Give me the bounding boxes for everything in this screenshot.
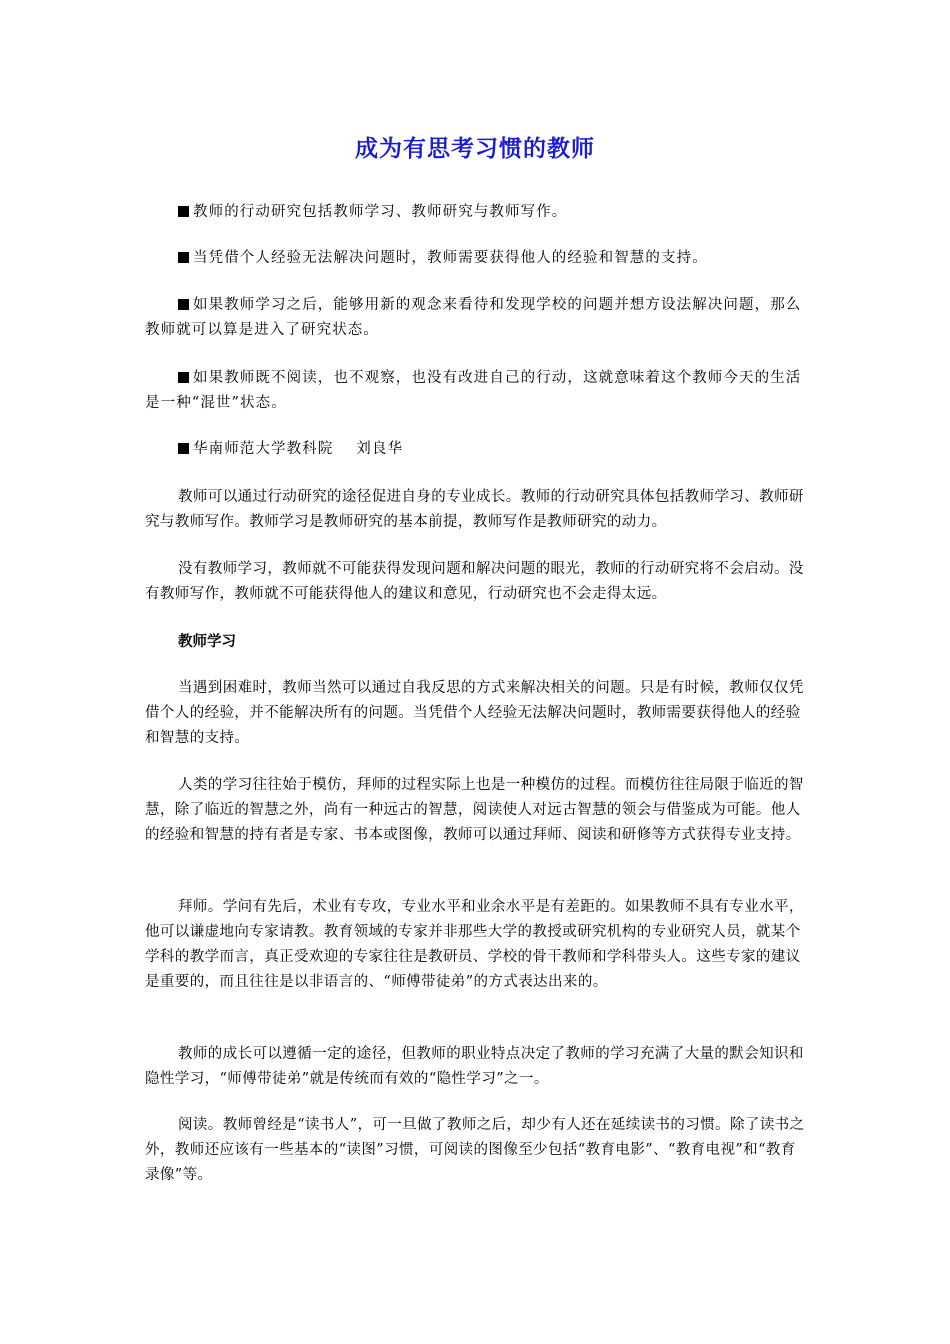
summary-item: [145, 293, 810, 343]
body-paragraph: 人类的学习往往始于模仿，拜师的过程实际上也是一种模仿的过程。而模仿往往局限于临近的智慧，除了临近的智慧之外，尚有一种远古的智慧，阅读使人对远古智慧的领会与借鉴成为可能。他人的经验和智慧的持有者是专家、书本或图像，教师可以通过拜师、阅读和研修等方式获得专业支持。: [145, 777, 804, 843]
summary-item: [145, 246, 810, 271]
body-paragraph: 当遇到困难时，教师当然可以通过自我反思的方式来解决相关的问题。只是有时候，教师仅仅凭借个人的经验，并不能解决所有的问题。当凭借个人经验无法解决问题时，教师需要获得他人的经验和智慧的支持。: [145, 680, 804, 746]
summary-text: 当凭借个人经验无法解决问题时，教师需要获得他人的经验和智慧的支持。: [193, 250, 708, 266]
square-bullet-icon: [178, 372, 189, 383]
summary-item: [145, 200, 810, 225]
author-line: [145, 437, 810, 462]
summary-text: 如果教师学习之后，能够用新的观念来看待和发现学校的问题并想方设法解决问题，那么教师就可以算是进入了研究状态。: [145, 297, 802, 338]
body-paragraph: 拜师。学问有先后，术业有专攻，专业水平和业余水平是有差距的。如果教师不具有专业水平，他可以谦虚地向专家请教。教育领域的专家并非那些大学的教授或研究机构的专业研究人员，就某个学科的教学而言，真正受欢迎的专家往往是教研员、学校的骨干教师和学科带头人。这些专家的建议是重要的，而且往往是以非语言的、“师傅带徒弟”的方式表达出来的。: [145, 899, 804, 990]
body-paragraph: 教师的成长可以遵循一定的途径，但教师的职业特点决定了教师的学习充满了大量的默会知识和隐性学习，“师傅带徒弟”就是传统而有效的“隐性学习”之一。: [145, 1046, 804, 1087]
summary-text: 教师的行动研究包括教师学习、教师研究与教师写作。: [193, 204, 568, 220]
section-heading: 教师学习: [178, 634, 236, 650]
summary-item: [145, 366, 810, 416]
square-bullet-icon: [178, 206, 189, 217]
square-bullet-icon: [178, 443, 189, 454]
body-paragraph: 阅读。教师曾经是“读书人”，可一旦做了教师之后，却少有人还在延续读书的习惯。除了读书之外，教师还应该有一些基本的“读图”习惯，可阅读的图像至少包括“教育电影”、“教育电视”和“教育录像”等。: [145, 1117, 805, 1183]
intro-paragraph: 没有教师学习，教师就不可能获得发现问题和解决问题的眼光，教师的行动研究将不会启动。没有教师写作，教师就不可能获得他人的建议和意见，行动研究也不会走得太远。: [145, 561, 804, 602]
author-name: 刘良华: [356, 441, 404, 457]
document-title: 成为有思考习惯的教师: [355, 136, 595, 162]
square-bullet-icon: [178, 299, 189, 310]
square-bullet-icon: [178, 252, 189, 263]
author-affiliation: 华南师范大学教科院: [193, 441, 334, 457]
intro-paragraph: 教师可以通过行动研究的途径促进自身的专业成长。教师的行动研究具体包括教师学习、教师研究与教师写作。教师学习是教师研究的基本前提，教师写作是教师研究的动力。: [145, 489, 804, 530]
summary-text: 如果教师既不阅读，也不观察，也没有改进自己的行动，这就意味着这个教师今天的生活是一种“混世”状态。: [145, 370, 802, 411]
